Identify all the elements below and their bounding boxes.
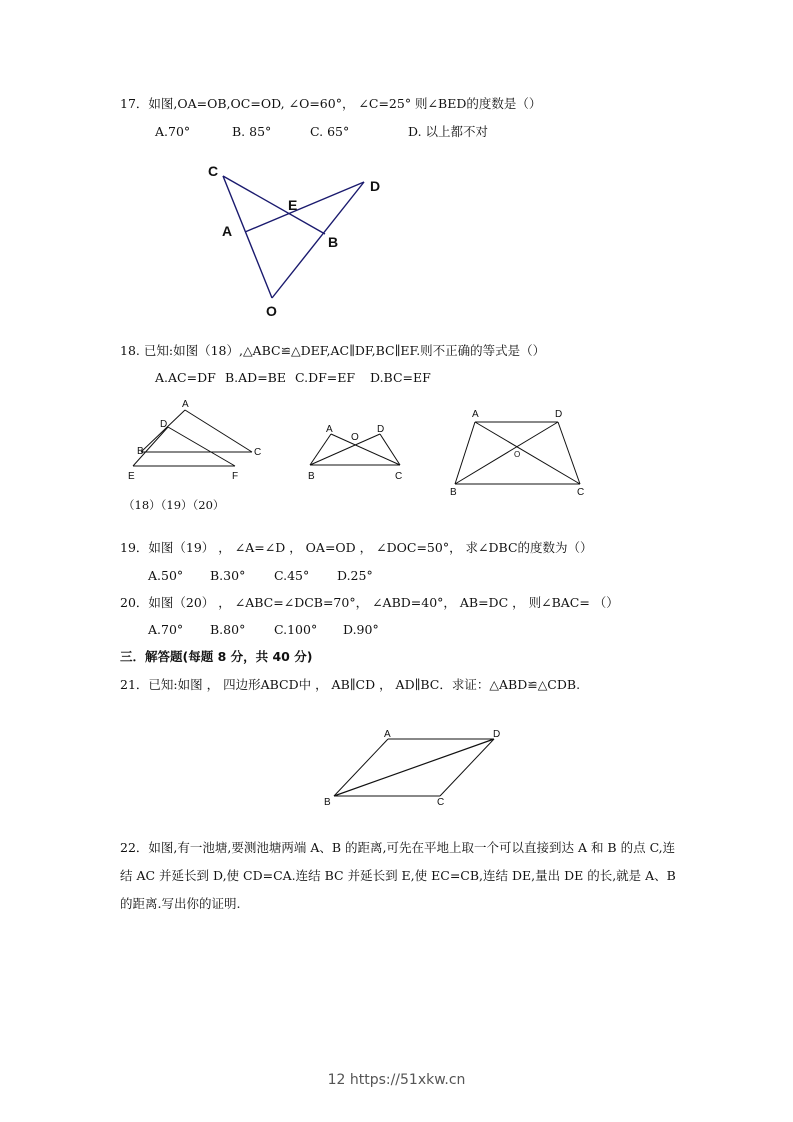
fig18-label-b: B — [137, 446, 144, 457]
q17-line-da — [245, 182, 364, 232]
fig20-label-c: C — [577, 487, 585, 498]
q18-option-c: C.DF=EF — [295, 370, 356, 385]
q18-option-b: B.AD=BE — [225, 370, 286, 385]
fig18-label-c: C — [254, 447, 262, 458]
fig19-label-c: C — [395, 471, 403, 482]
q20-option-b: B.80° — [210, 622, 246, 637]
fig18-label-f: F — [232, 471, 239, 482]
fig18-label-e: E — [128, 471, 135, 482]
q17-line-do — [272, 182, 364, 298]
fig20-label-a: A — [472, 409, 479, 420]
figure-19 — [300, 418, 415, 484]
figure-captions: （18）（19）（20） — [123, 498, 225, 512]
section-title: 三．解答题(每题 8 分，共 40 分) — [120, 649, 313, 664]
q19-option-d: D.25° — [337, 568, 373, 583]
q17-option-c: C. 65° — [310, 124, 350, 139]
fig18-line-df — [168, 427, 235, 466]
q22-text: 22．如图,有一池塘,要测池塘两端 A、B 的距离,可先在平地上取一个可以直接到达 A 和 B 的点 C,连结 AC 并延长到 D,使 CD=CA.连结 BC 并延长到 E,使 EC=CB,连结 DE,量出 DE 的长,就是 A、B 的距离.写出你的证明. — [120, 840, 676, 911]
q21-stem: 21．已知:如图 ， 四边形ABCD中 ， AB∥CD ， AD∥BC．求证：△ABD≌△CDB. — [120, 677, 581, 692]
q19-option-b: B.30° — [210, 568, 246, 583]
q20-option-a: A.70° — [148, 622, 184, 637]
q21-line-dc — [440, 739, 494, 796]
q21-figure — [320, 726, 510, 810]
q17-option-b: B. 85° — [232, 124, 272, 139]
q17-label-c: C — [208, 163, 219, 179]
q21-label-c: C — [437, 797, 445, 808]
q17-label-a: A — [222, 223, 233, 239]
q21-label-b: B — [324, 797, 331, 808]
fig20-label-o: O — [514, 450, 521, 459]
q17-option-a: A.70° — [155, 124, 191, 139]
fig19-label-o: O — [351, 432, 359, 443]
fig20-line-db — [455, 422, 558, 484]
q18-stem: 18. 已知:如图（18）,△ABC≌△DEF,AC∥DF,BC∥EF.则不正确的等式是（） — [120, 343, 546, 358]
q21-label-a: A — [384, 729, 391, 740]
fig18-line-ab — [141, 410, 185, 452]
fig19-label-d: D — [377, 424, 385, 435]
q17-figure — [200, 160, 400, 320]
q17-label-e: E — [288, 197, 298, 213]
fig20-line-ac — [475, 422, 580, 484]
q18-option-d: D.BC=EF — [370, 370, 431, 385]
fig18-line-ac — [185, 410, 252, 452]
fig18-label-a: A — [182, 399, 189, 410]
fig19-label-b: B — [308, 471, 315, 482]
q17-stem: 17．如图,OA=OB,OC=OD, ∠O=60°， ∠C=25° 则∠BED的度数是（） — [120, 96, 542, 111]
fig20-label-d: D — [555, 409, 563, 420]
q17-label-b: B — [328, 234, 339, 250]
q18-option-a: A.AC=DF — [155, 370, 216, 385]
figure-20 — [445, 404, 595, 500]
q19-stem: 19．如图（19） ， ∠A=∠D ， OA=OD ， ∠DOC=50°， 求∠DBC的度数为（） — [120, 540, 593, 555]
q20-option-c: C.100° — [274, 622, 318, 637]
q17-label-o: O — [266, 303, 277, 319]
fig20-line-ab — [455, 422, 475, 484]
figure-18 — [125, 396, 270, 486]
q20-option-d: D.90° — [343, 622, 379, 637]
q19-option-a: A.50° — [148, 568, 184, 583]
fig18-label-d: D — [160, 419, 168, 430]
q17-label-d: D — [370, 178, 381, 194]
q21-label-d: D — [493, 729, 501, 740]
q19-option-c: C.45° — [274, 568, 310, 583]
q21-line-bd — [334, 739, 494, 796]
page-footer: 12 https://51xkw.cn — [327, 1072, 466, 1088]
fig20-line-dc — [558, 422, 580, 484]
fig19-label-a: A — [326, 424, 333, 435]
q21-line-ab — [334, 739, 388, 796]
fig20-label-b: B — [450, 487, 457, 498]
q17-option-d: D. 以上都不对 — [408, 124, 489, 139]
q20-stem: 20．如图（20） ， ∠ABC=∠DCB=70°， ∠ABD=40°， AB=DC ， 则∠BAC= （） — [120, 595, 619, 610]
